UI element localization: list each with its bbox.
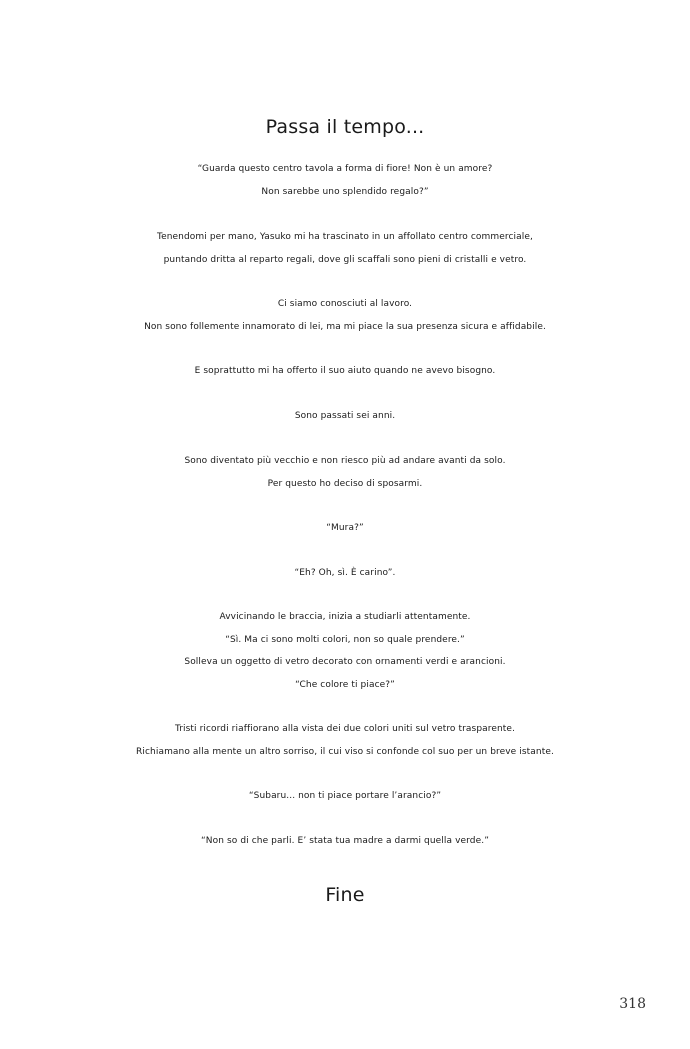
- ending-word: Fine: [325, 884, 365, 906]
- page-number: 318: [619, 996, 646, 1012]
- text-line: Sono diventato più vecchio e non riesco più ad andare avanti da solo.: [184, 456, 506, 466]
- text-line: “Sì. Ma ci sono molti colori, non so quale prendere.”: [225, 635, 465, 645]
- text-line: Tristi ricordi riaffiorano alla vista dei due colori uniti sul vetro trasparente.: [174, 724, 516, 734]
- chapter-title: Passa il tempo...: [265, 116, 425, 138]
- text-line: “Subaru... non ti piace portare l’arancio?”: [248, 791, 442, 801]
- text-line: Solleva un oggetto di vetro decorato con ornamenti verdi e arancioni.: [184, 657, 506, 667]
- text-line: Richiamano alla mente un altro sorriso, il cui viso si confonde col suo per un breve istante.: [136, 747, 554, 757]
- text-line: “Guarda questo centro tavola a forma di fiore! Non è un amore?: [197, 164, 493, 174]
- text-line: Non sarebbe uno splendido regalo?”: [261, 187, 429, 197]
- text-line: Ci siamo conosciuti al lavoro.: [277, 299, 413, 309]
- text-line: E soprattutto mi ha offerto il suo aiuto quando ne avevo bisogno.: [194, 366, 496, 376]
- text-line: “Che colore ti piace?”: [295, 680, 395, 690]
- text-line: Non sono follemente innamorato di lei, ma mi piace la sua presenza sicura e affidabile.: [144, 322, 546, 332]
- text-line: Tenendomi per mano, Yasuko mi ha trascinato in un affollato centro commerciale,: [157, 232, 533, 242]
- text-line: “Eh? Oh, sì. È carino”.: [294, 568, 396, 578]
- text-line: “Mura?”: [326, 523, 364, 533]
- text-line: “Non so di che parli. E’ stata tua madre a darmi quella verde.”: [201, 836, 489, 846]
- text-line: Sono passati sei anni.: [294, 411, 396, 421]
- text-line: puntando dritta al reparto regali, dove gli scaffali sono pieni di cristalli e vetro.: [163, 255, 527, 265]
- text-line: Per questo ho deciso di sposarmi.: [267, 479, 423, 489]
- text-line: Avvicinando le braccia, inizia a studiarli attentamente.: [219, 612, 471, 622]
